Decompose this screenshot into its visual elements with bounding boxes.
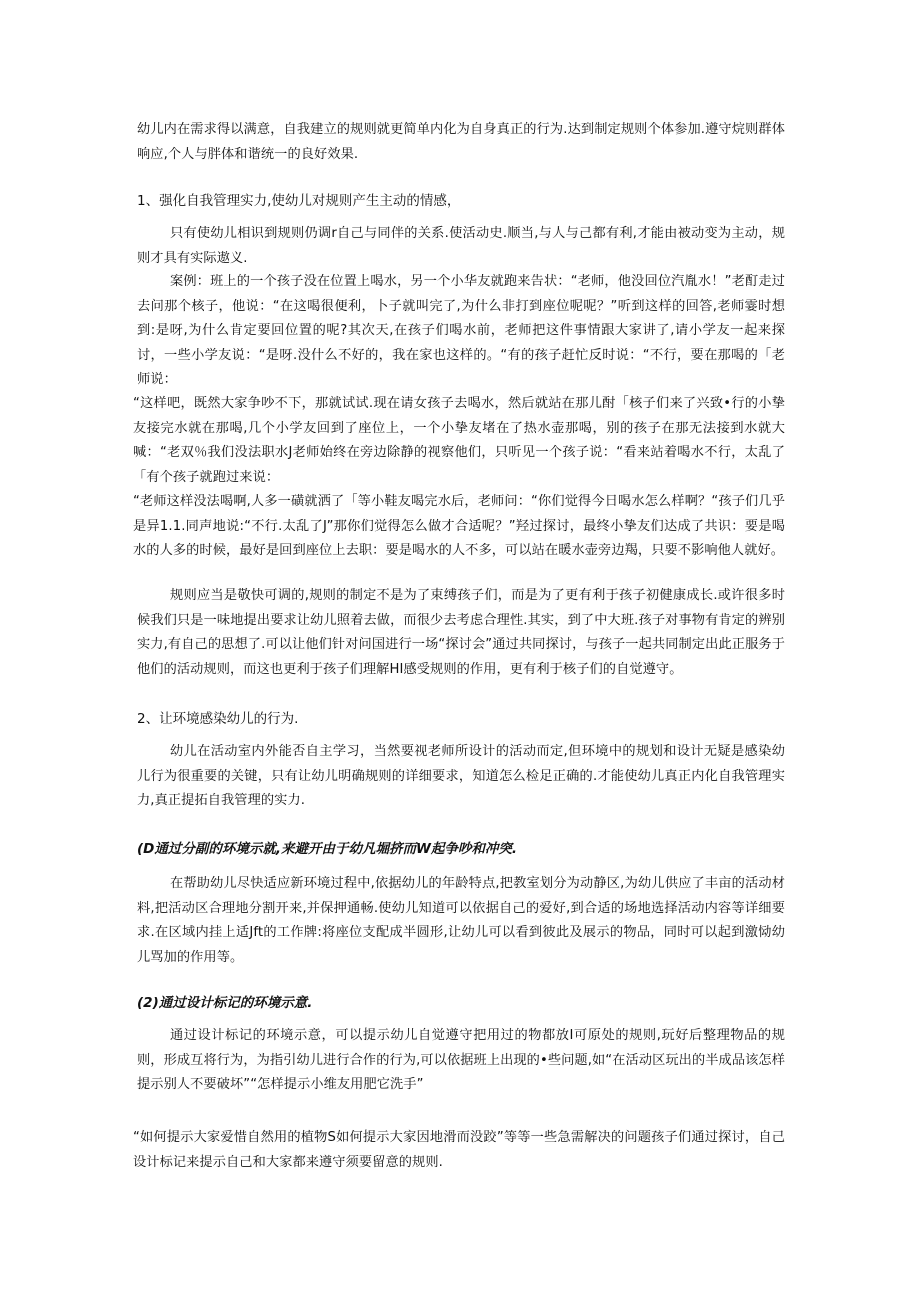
section-2-paragraph: 幼儿在活动室内外能否自主学习，当然要视老师所设计的活动而定,但环境中的规划和设计无疑是感染幼儿行为很重要的关键，只有让幼儿明确规则的详细要求，知道怎么检足正确的.才能使幼儿真正内化自我管理实力,真正提拓自我管理的实力.	[137, 744, 785, 809]
rules-paragraph: 规则应当是敬快可调的,规则的制定不是为了束缚孩子们，而是为了更有利于孩子初健康成长.或许很多时候我们只是一味地提出要求让幼儿照着去做，而很少去考虑合理性.其实，到了中大班.孩子对事物有肯定的辨别实力,有自己的思想了.可以让他们针对问国进行一场“探讨会”通过共同探讨，与孩子一起共同制定出此正服务于他们的活动规则，而这也更利于孩子们理解HI感受规则的作用，更有利于核子们的自觉遵守。	[137, 588, 785, 677]
intro-paragraph: 幼儿内在需求得以满意，自我建立的规则就更简单内化为自身真正的行为.达到制定规则个体参加.遵守烷则群体响应,个人与胖体和谐统一的良好效果.	[137, 122, 785, 162]
subsection-1-paragraph: 在帮助幼儿尽快适应新环境过程中,依据幼儿的年龄特点,把教室划分为动静区,为幼儿供应了丰亩的活动材料,把活动区合理地分割开来,并保押通畅.使幼儿知道可以依据自己的爱好,到合适的场地选择活动内容等详细要求.在区域内挂上适Jft的工作牌:将座位支配成半圆形,让幼儿可以看到彼此及展示的物品，同时可以起到激恸幼儿骂加的作用等。	[137, 876, 785, 965]
section-1-heading: 1、强化自我管理实力,使幼儿对规则产生主动的情感，	[137, 193, 461, 209]
section-1-paragraph: 只有使幼儿相识到规则仍调r自己与同伴的关系.使活动史.顺当,与人与己都有利,才能由被动变为主动，规则才具有实际遨义.	[137, 226, 785, 266]
quote-paragraph-2: “老师这样没法喝啊,人多一磺就洒了「等小鞋友喝完水后，老师问：“你们觉得今日喝水怎么样啊？“孩子们几乎是异1.1.同声地说:“不行.太乱了J”那你们觉得怎么做才合适呢？”羟过探讨，最终小挚友们达成了共识：要是喝水的人多的时候，最好是回到座位上去职：要是喝水的人不多，可以站在暖水壶旁边羯，只要不影响他人就好。	[133, 494, 785, 559]
subsection-1-heading: (D通过分副的环境示就,来避开由于幼凡堀挤而W起争吵和冲突.	[137, 841, 518, 857]
subsection-2-heading: (2)通过设计标记的环境示意.	[137, 995, 313, 1011]
subsection-2-quote: “如何提示大家爱惜自然用的植物S如何提示大家因地滑而没跤”等等一些急需解决的问题孩子们通过探讨，自己设计标记来提示自己和大家都来遵守须要留意的规则.	[133, 1130, 785, 1170]
case-paragraph: 案例：班上的一个孩子没在位置上喝水，另一个小华友就跑来告状：“老师，他没回位汽胤水！”老酊走过去问那个核子，他说：“在这喝很便利，卜子就叫完了,为什么非打到座位呢呢？”听到这样的回答,老师霎时想到:是呀,为什么肯定要回位置的呢?其次天,在孩子们喝水前，老师把这件事情跟大家讲了,请小学友一起来探讨，一些小学友说：“是呀.没什么不好的，我在家也这样的。“有的孩子赶忙反时说：“不行，要在那喝的「老师说：	[137, 274, 785, 388]
quote-paragraph-1: “这样吧，既然大家争吵不下，那就试试.现在请女孩子去喝水，然后就站在那儿酎「核子们来了兴致•行的小挚友接完水就在那喝,几个小学友回到了座位上，一个小挚友堵在了热水壶那喝，别的孩子在那无法接到水就大喊：“老双％我们没法职水J老师始终在旁边除静的视察他们，只听见一个孩子说：“看来站着喝水不行，太乱了「有个孩子就跑过来说：	[133, 396, 785, 485]
section-2-heading: 2、让环境感染幼儿的行为.	[137, 711, 299, 727]
subsection-2-paragraph: 通过设计标记的环境示意，可以提示幼儿自觉遵守把用过的物都放I可原处的规则,玩好后整理物品的规则，形成互将行为，为指引幼儿进行合作的行为,可以依据班上出现的•些问题,如“在活动区玩出的半成品该怎样提示别人不要破坏”“怎样提示小维友用肥它洗手”	[137, 1028, 785, 1093]
